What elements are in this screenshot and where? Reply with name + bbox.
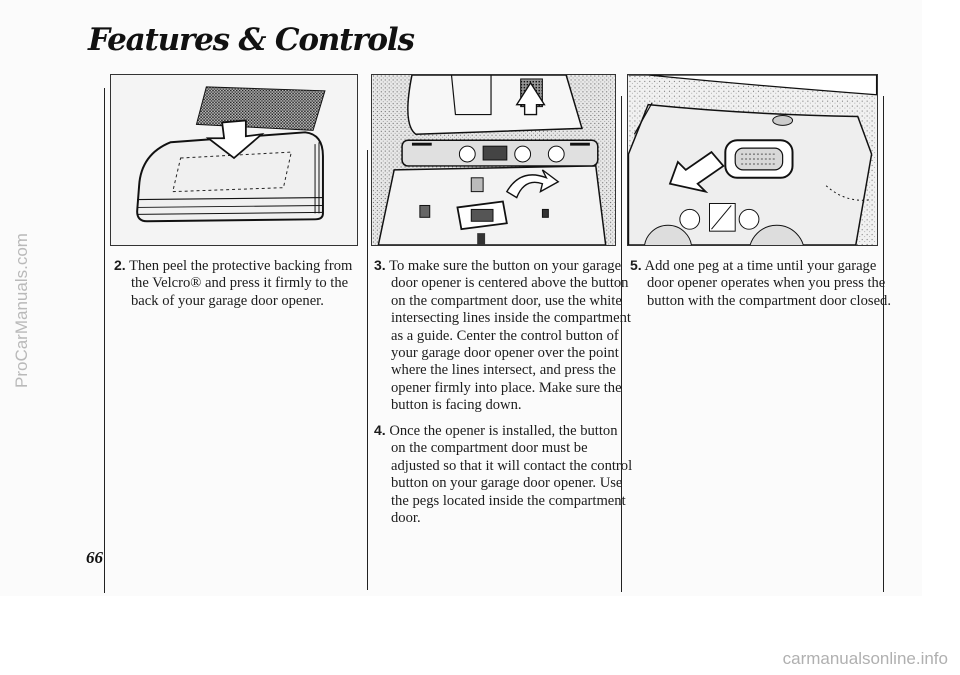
- right-margin-rule: [883, 96, 884, 592]
- step-number: 3.: [374, 257, 386, 273]
- step-text: Then peel the protective backing from the Velcro® and press it firmly to the back of your garage door opener.: [129, 258, 353, 309]
- step-number: 4.: [374, 422, 386, 438]
- step-3: [374, 257, 633, 415]
- figure-overhead-console: [627, 74, 878, 246]
- step-text: Add one peg at a time until your garage door opener operates when you press the button with the compartment door closed.: [644, 258, 891, 309]
- figure-velcro-backing: [110, 74, 358, 246]
- step-4: [374, 422, 633, 527]
- overhead-console-diagram-icon: [628, 75, 877, 245]
- velcro-backing-diagram-icon: [111, 75, 357, 245]
- footer-watermark: carmanualsonline.info: [782, 649, 948, 668]
- step-5: [630, 257, 895, 310]
- step-text: To make sure the button on your garage door opener is centered above the button on the compartment door, use the white intersecting lines inside the compartment as a guide. Center the control button of your garage door opener over the point where the lines intersect, and press the opener firmly into place. Make sure the button is facing down.: [389, 258, 631, 414]
- column-divider-1: [367, 150, 368, 590]
- section-title: Features & Controls: [88, 22, 414, 58]
- side-watermark-text: ProCarManuals.com: [12, 233, 31, 388]
- left-margin-rule: [104, 88, 105, 593]
- step-2: [114, 257, 371, 310]
- step-text: Once the opener is installed, the button on the compartment door must be adjusted so that it will contact the control button on your garage door opener. Use the pegs located inside the compartment door.: [389, 423, 633, 527]
- step-number: 5.: [630, 257, 642, 273]
- compartment-button-diagram-icon: [372, 75, 615, 245]
- page-number: 66: [86, 548, 103, 567]
- step-number: 2.: [114, 257, 126, 273]
- figure-compartment-button: [371, 74, 616, 246]
